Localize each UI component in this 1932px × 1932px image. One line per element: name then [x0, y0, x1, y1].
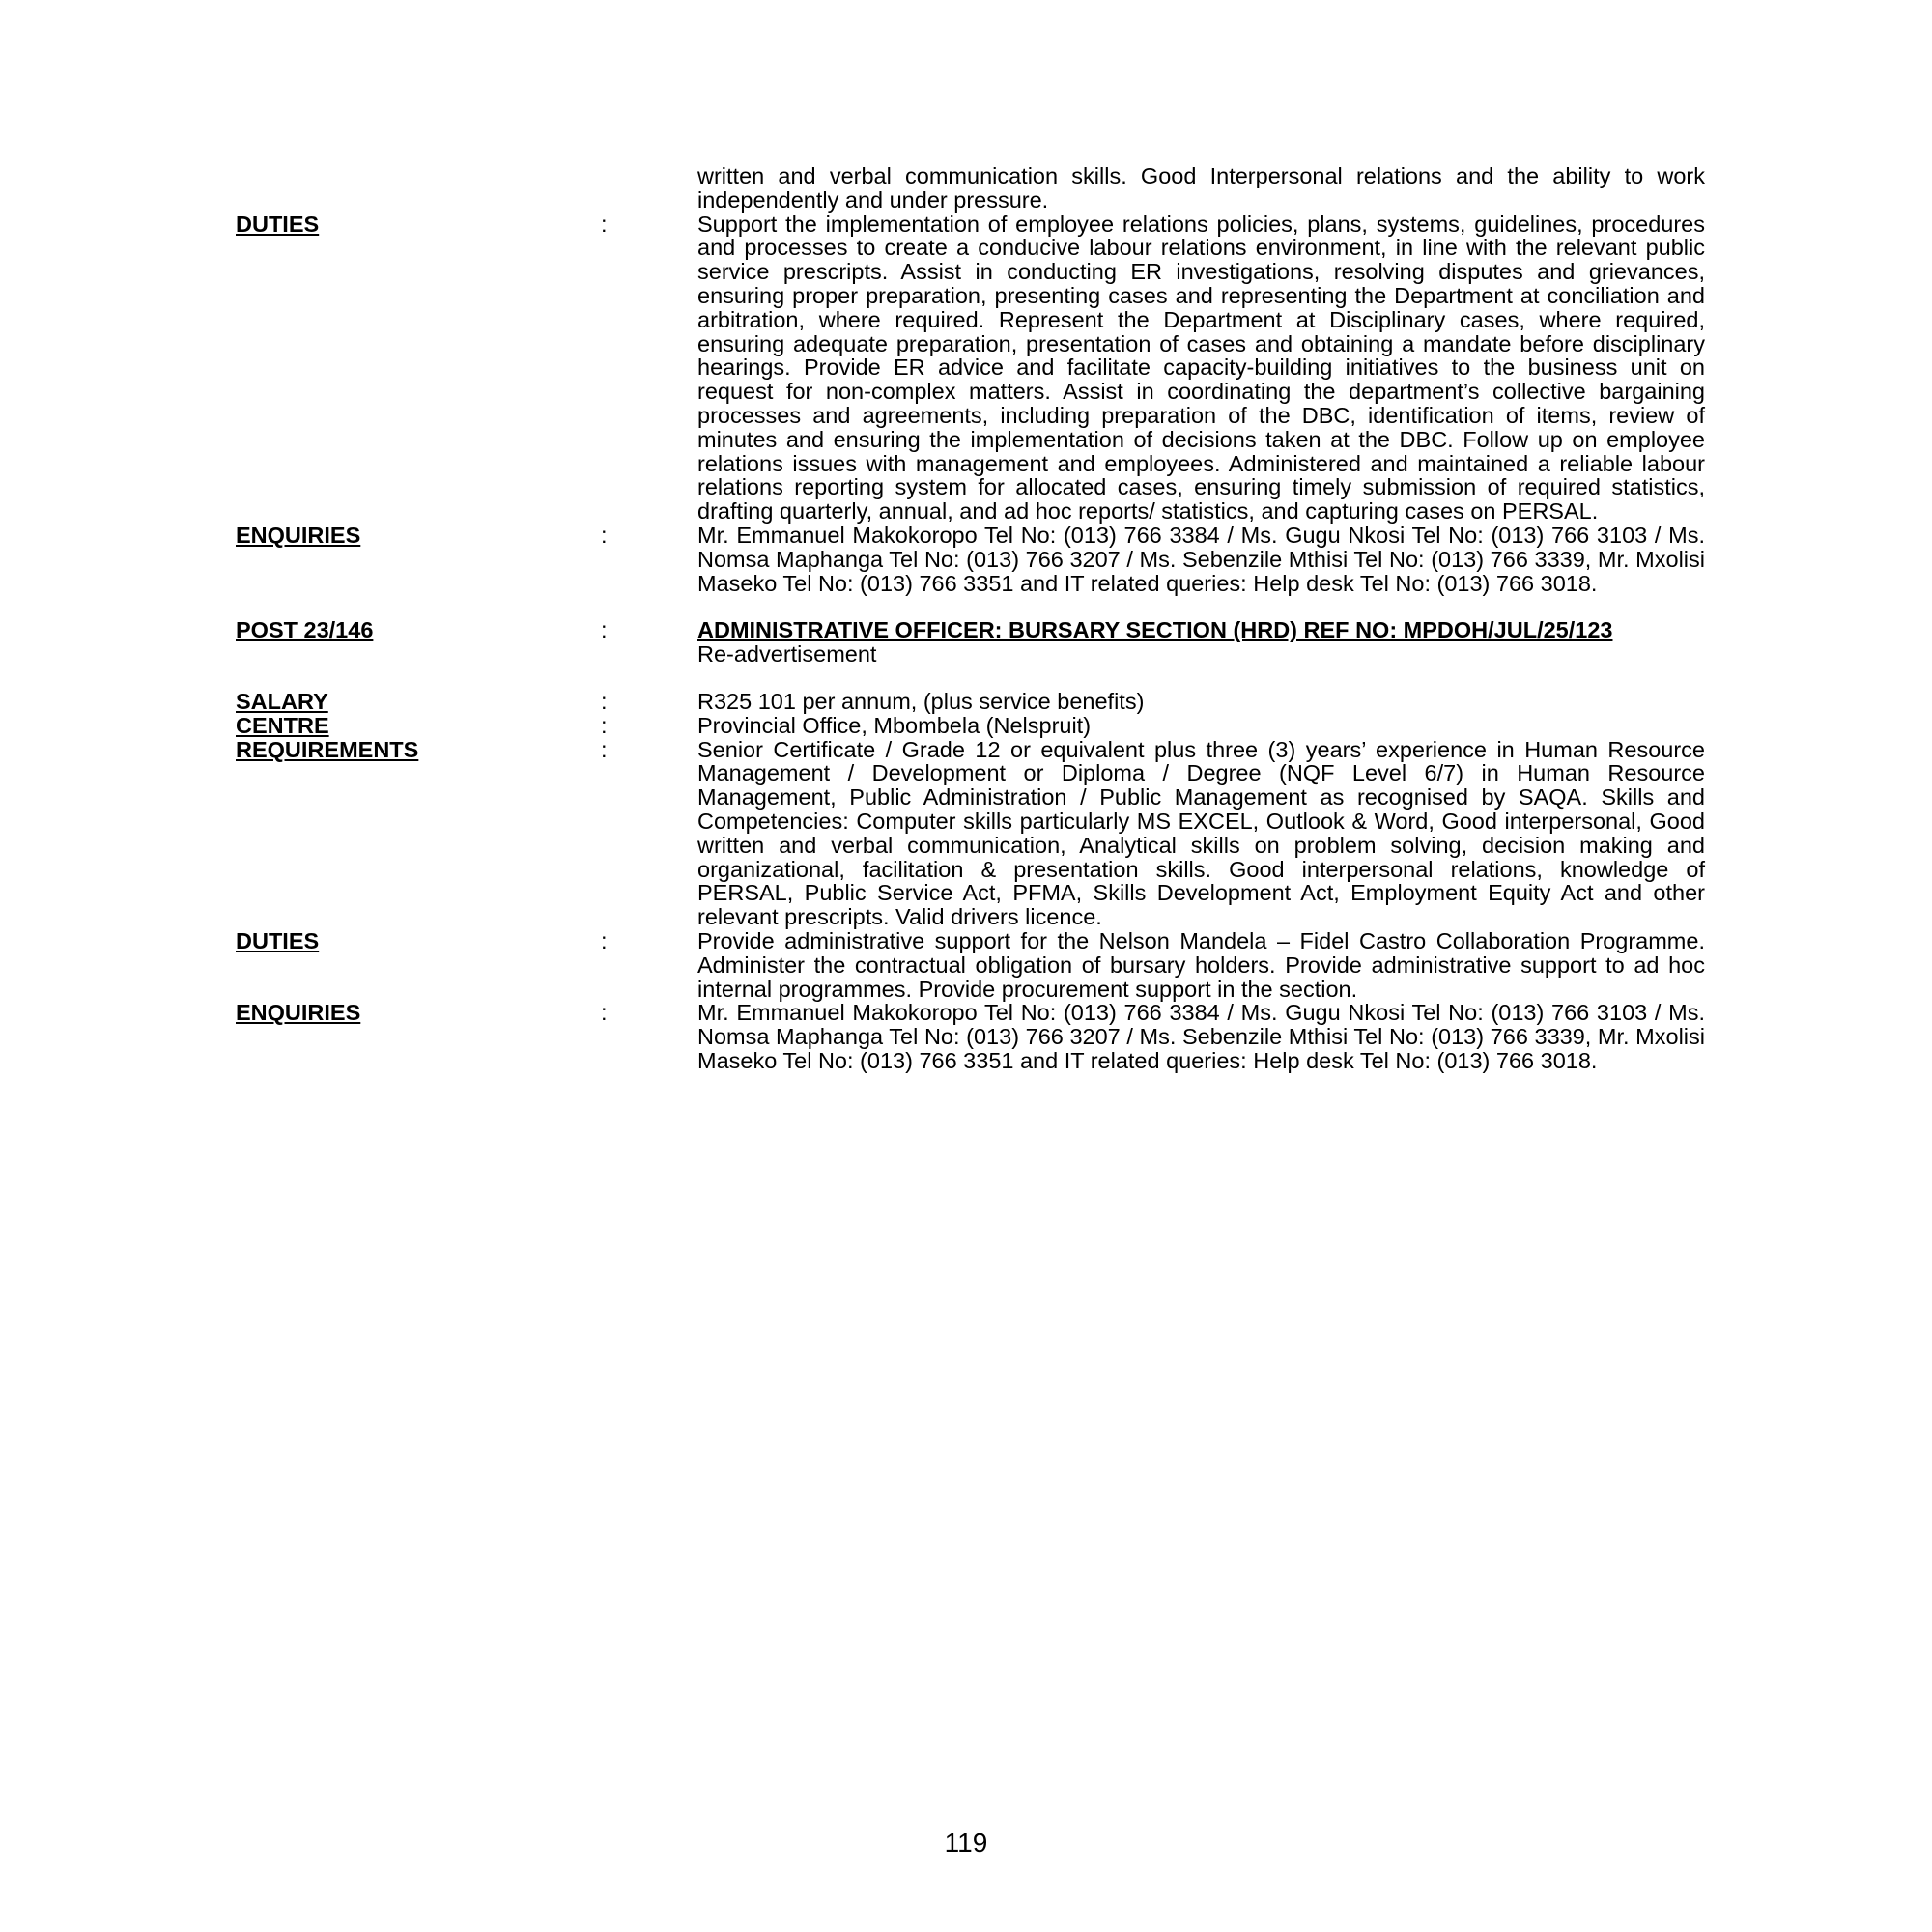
post2-requirements-colon: :: [601, 736, 608, 762]
post2-duties-colon: :: [601, 927, 608, 953]
post2-post-label: POST 23/146: [236, 617, 374, 643]
page-number: 119: [944, 1828, 988, 1858]
post2-enquiries-label: ENQUIRIES: [236, 1000, 361, 1026]
page-content: [236, 164, 1714, 1073]
post2-centre-colon: :: [601, 712, 608, 738]
post2-salary-label: SALARY: [236, 688, 328, 714]
heading-gap: [236, 667, 1714, 690]
post2-heading-row: [236, 618, 1714, 667]
post1-enquiries-row: [236, 524, 1714, 595]
post1-duties-label: DUTIES: [236, 211, 320, 237]
post2-centre-row: [236, 714, 1714, 738]
post2-enquiries-text: Mr. Emmanuel Makokoropo Tel No: (013) 766 3384 / Ms. Gugu Nkosi Tel No: (013) 766 3103 / Ms. Nomsa Maphanga Tel No: (013) 766 3207 / Ms. Sebenzile Mthisi Tel No: (013) 766 3339, Mr. Mxolisi Maseko Tel No: (013) 766 3351 and IT related queries: Help desk Tel No: (013) 766 3018.: [697, 1000, 1705, 1073]
post1-enquiries-label: ENQUIRIES: [236, 522, 361, 548]
post2-duties-label: DUTIES: [236, 927, 320, 953]
post2-salary-text: R325 101 per annum, (plus service benefits): [697, 688, 1145, 714]
post2-duties-row: [236, 929, 1714, 1001]
post2-salary-colon: :: [601, 688, 608, 714]
post2-requirements-text: Senior Certificate / Grade 12 or equivalent plus three (3) years’ experience in Human Resource Management / Development or Diploma / Degree (NQF Level 6/7) in Human Resource Management, Public Administration / Public Management as recognised by SAQA. Skills and Competencies: Computer skills particularly MS EXCEL, Outlook & Word, Good interpersonal, Good written and verbal communication, Analytical skills on problem solving, decision making and organizational, facilitation & presentation skills. Good interpersonal relations, knowledge of PERSAL, Public Service Act, PFMA, Skills Development Act, Employment Equity Act and other relevant prescripts. Valid drivers licence.: [697, 736, 1705, 930]
post2-enquiries-row: [236, 1001, 1714, 1072]
post2-salary-row: [236, 690, 1714, 714]
post2-centre-label: CENTRE: [236, 712, 329, 738]
post2-title-block: [697, 618, 1705, 667]
post1-enquiries-colon: :: [601, 522, 608, 548]
post1-enquiries-text: Mr. Emmanuel Makokoropo Tel No: (013) 766 3384 / Ms. Gugu Nkosi Tel No: (013) 766 3103 / Ms. Nomsa Maphanga Tel No: (013) 766 3207 / Ms. Sebenzile Mthisi Tel No: (013) 766 3339, Mr. Mxolisi Maseko Tel No: (013) 766 3351 and IT related queries: Help desk Tel No: (013) 766 3018.: [697, 522, 1705, 596]
post2-title: ADMINISTRATIVE OFFICER: BURSARY SECTION (HRD) REF NO: MPDOH/JUL/25/123: [697, 617, 1613, 643]
post2-centre-text: Provincial Office, Mbombela (Nelspruit): [697, 712, 1092, 738]
section-gap: [236, 595, 1714, 618]
post2-requirements-row: [236, 738, 1714, 929]
post1-duties-text: Support the implementation of employee relations policies, plans, systems, guidelines, procedures and processes to create a conducive labour relations environment, in line with the relevant public service prescripts. Assist in conducting ER investigations, resolving disputes and grievances, ensuring proper preparation, presenting cases and representing the Department at conciliation and arbitration, where required. Represent the Department at Disciplinary cases, where required, ensuring adequate preparation, presentation of cases and obtaining a mandate before disciplinary hearings. Provide ER advice and facilitate capacity-building initiatives to the business unit on request for non-complex matters. Assist in coordinating the department’s collective bargaining processes and agreements, including preparation of the DBC, identification of items, review of minutes and ensuring the implementation of decisions taken at the DBC. Follow up on employee relations issues with management and employees. Administered and maintained a reliable labour relations reporting system for allocated cases, ensuring timely submission of required statistics, drafting quarterly, annual, and ad hoc reports/ statistics, and capturing cases on PERSAL.: [697, 211, 1705, 525]
post1-duties-row: [236, 213, 1714, 524]
post2-requirements-label: REQUIREMENTS: [236, 736, 419, 762]
post2-subtitle: Re-advertisement: [697, 641, 877, 668]
post2-duties-text: Provide administrative support for the Nelson Mandela – Fidel Castro Collaboration Programme. Administer the contractual obligation of bursary holders. Provide administrative support to ad hoc internal programmes. Provide procurement support in the section.: [697, 927, 1705, 1002]
continuation-row: [236, 164, 1714, 213]
post1-duties-colon: :: [601, 211, 608, 237]
post2-post-colon: :: [601, 617, 608, 643]
post2-enquiries-colon: :: [601, 1000, 608, 1026]
continuation-text: written and verbal communication skills. Good Interpersonal relations and the ability to work independently and under pressure.: [697, 163, 1705, 213]
